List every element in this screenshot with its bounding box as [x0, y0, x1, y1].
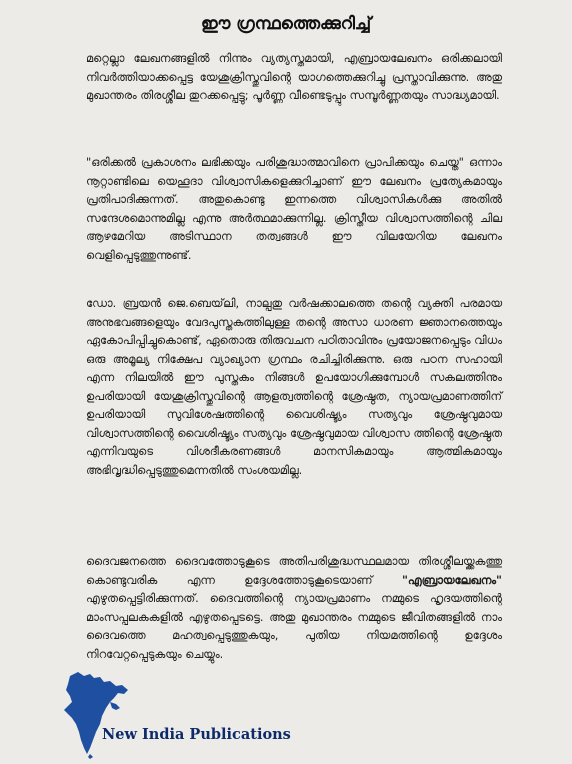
paragraph-purpose	[86, 552, 502, 663]
book-title: "എബ്രായലേഖനം"	[401, 572, 502, 587]
paragraph-intro: മറ്റെല്ലാ ലേഖനങ്ങളിൽ നിന്നും വ്യത്യസ്തമായി, എബ്രായലേഖനം ഒരിക്കലായി നിവർത്തിയാക്കപ്പെട്ട യേശുക്രിസ്തുവിന്റെ യാഗത്തെക്കുറിച്ചു പ്രസ്താവിക്കുന്നു. അതു മുഖാന്തരം തിരശ്ശീല തുറക്കപ്പെട്ടു; പൂർണ്ണ വീണ്ടെടുപ്പും സമ്പൂർണ്ണതയും സാദ്ധ്യമായി.	[86, 51, 502, 102]
publisher-name: New India Publications	[102, 726, 291, 743]
paragraph-audience: "ഒരിക്കൽ പ്രകാശനം ലഭിക്കയും പരിശുദ്ധാത്മാവിനെ പ്രാപിക്കയും ചെയ്ത" ഒന്നാം നൂറ്റാണ്ടിലെ യെഹൂദാ വിശ്വാസികളെക്കുറിച്ചാണ് ഈ ലേഖനം പ്രത്യേകമായും പ്രതിപാദിക്കുന്നത്. അതുകൊണ്ടു ഇന്നത്തെ വിശ്വാസികൾക്കു അതിൽ സന്ദേശമൊന്നുമില്ല എന്നു അർത്ഥമാക്കുന്നില്ല. ക്രിസ്തീയ വിശ്വാസത്തിന്റെ ചില ആഴമേറിയ അടിസ്ഥാന തത്വങ്ങൾ ഈ വിലയേറിയ ലേഖനം വെളിപ്പെടുത്തുന്നുണ്ട്.	[86, 155, 502, 262]
paragraph-purpose-start: ദൈവജനത്തെ ദൈവത്തോടുകൂടെ അതിപരിശുദ്ധസ്ഥലമായ തിരശ്ശീലയ്ക്കകത്തു കൊണ്ടുവരിക എന്ന ഉദ്ദേശത്തോടുകൂടെയാണ്	[86, 554, 502, 587]
paragraph-author: ഡോ. ബ്രയൻ ജെ.ബെയ്‌ലി, നാല്പതു വർഷക്കാലത്തെ തന്റെ വ്യക്തി പരമായ അനുഭവങ്ങളെയും വേദപുസ്തകത്തിലുള്ള തന്റെ അസാ ധാരണ ജ്ഞാനത്തെയും ഏകോപിപ്പിച്ചുകൊണ്ട്, ഏതൊരു തിരുവചന പഠിതാവിനും പ്രയോജനപ്പെടും വിധം ഒരു അമൂല്യ നിക്ഷേപ വ്യാഖ്യാന ഗ്രന്ഥം രചിച്ചിരിക്കുന്നു. ഒരു പഠന സഹായി എന്ന നിലയിൽ ഈ പുസ്തകം നിങ്ങൾ ഉപയോഗിക്കുമ്പോൾ സകലത്തിനും ഉപരിയായി യേശുക്രിസ്തുവിന്റെ ആളത്വത്തിന്റെ ശ്രേഷ്ഠത, ന്യായപ്രമാണത്തിന് ഉപരിയായി സുവിശേഷത്തിന്റെ വൈശിഷ്ട്യം സത്യവും ശ്രേഷ്ഠവുമായ വിശ്വാസത്തിന്റെ വൈശിഷ്ട്യം സത്യവും ശ്രേഷ്ഠവുമായ വിശ്വാസ ത്തിന്റെ ശ്രേഷ്ഠത എന്നിവയുടെ വിശദീകരണങ്ങൾ മാനസികമായും ആത്മികമായും അഭിവൃദ്ധിപ്പെടുത്തുമെന്നതിൽ സംശയമില്ല.	[86, 296, 502, 477]
india-map-icon	[60, 668, 132, 760]
publisher-logo	[60, 668, 320, 758]
page-title: ഈ ഗ്രന്ഥത്തെക്കുറിച്ച്	[200, 14, 372, 34]
paragraph-purpose-end: എഴുതപ്പെട്ടിരിക്കുന്നത്. ദൈവത്തിന്റെ ന്യായപ്രമാണം നമ്മുടെ ഹൃദയത്തിന്റെ മാംസപ്പലകകളിൽ എഴുതപ്പെടട്ടെ. അതു മുഖാന്തരം നമ്മുടെ ജീവിതങ്ങളിൽ നാം ദൈവത്തെ മഹത്വപ്പെടുത്തുകയും, പുതിയ നിയമത്തിന്റെ ഉദ്ദേശം നിറവേറ്റപ്പെടുകയും ചെയ്യും.	[86, 591, 502, 661]
